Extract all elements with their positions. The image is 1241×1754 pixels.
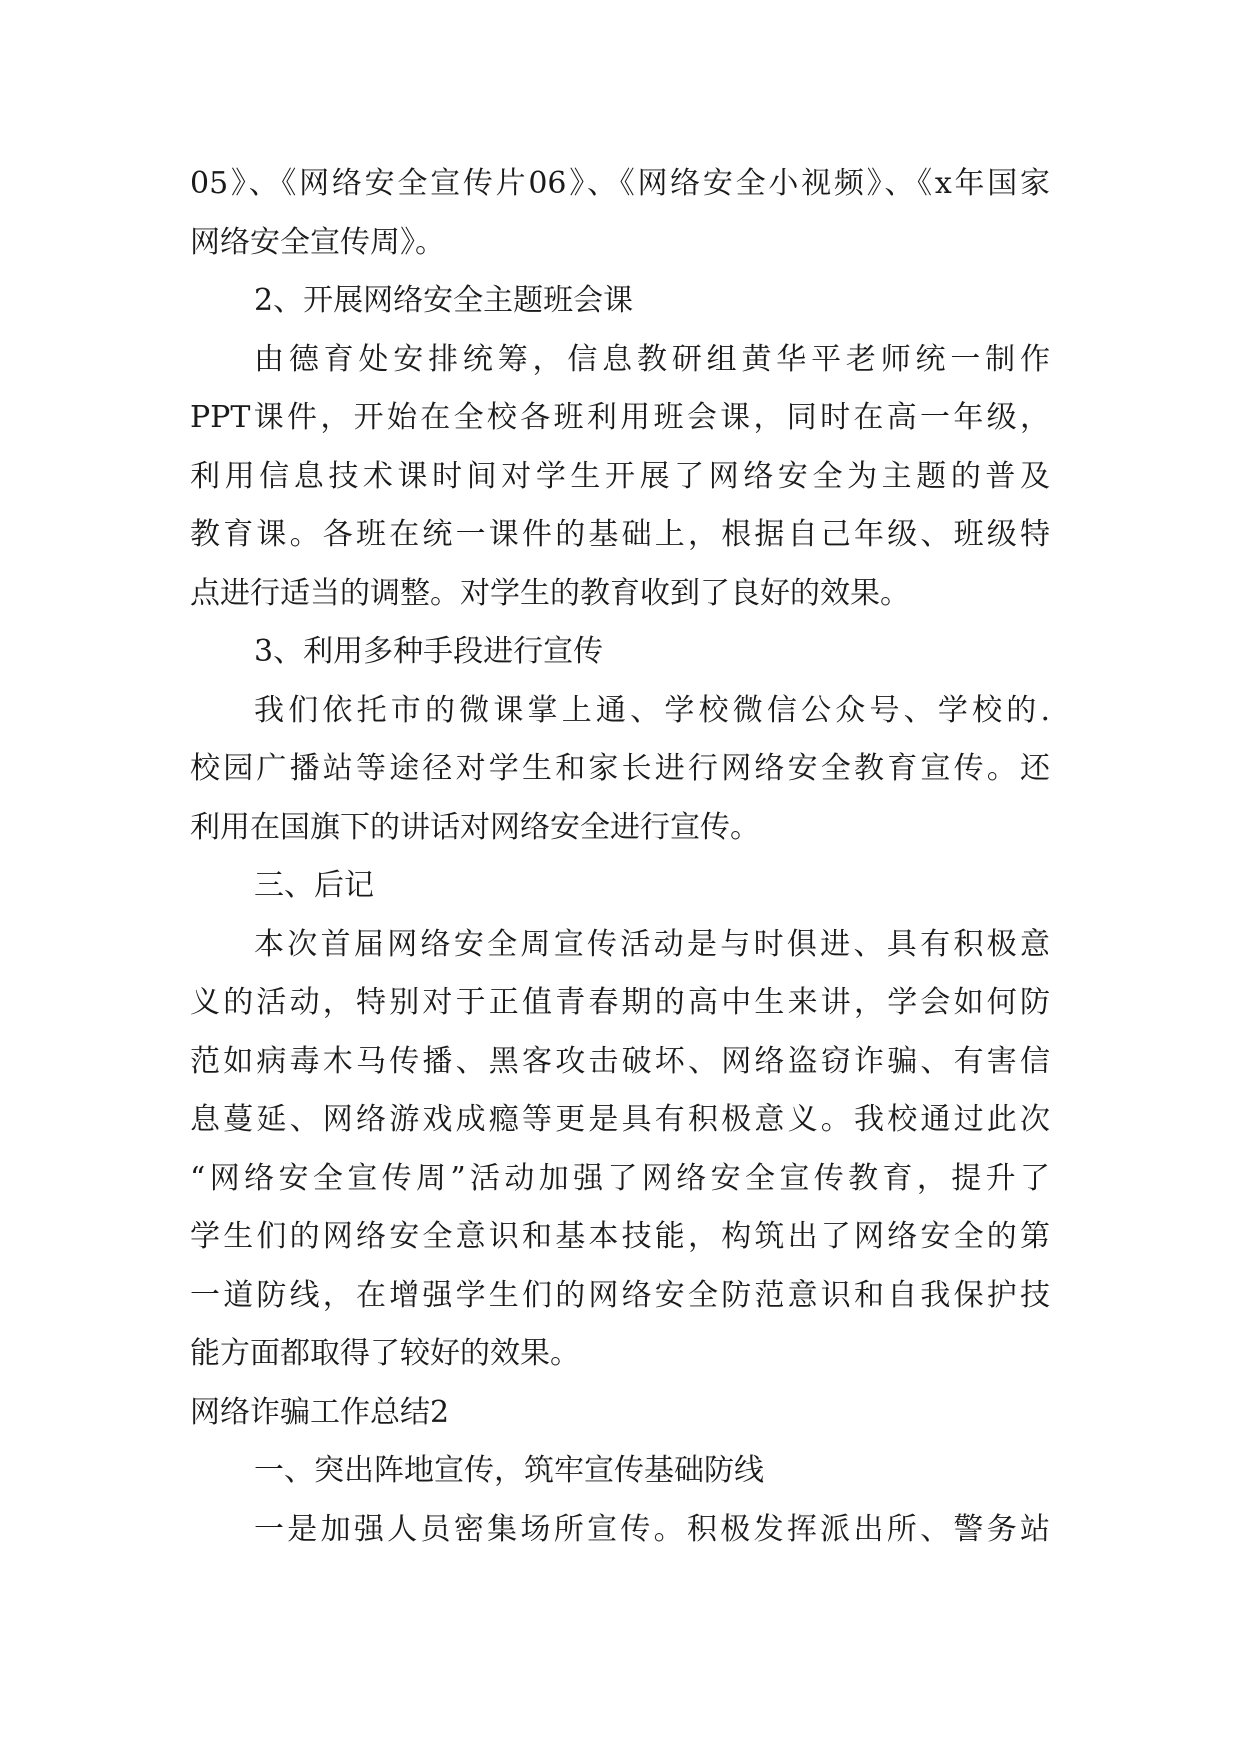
paragraph-first-line: 由德育处安排统筹，信息教研组黄华平老师统一制作: [254, 341, 1050, 377]
text-line: 点进行适当的调整。对学生的教育收到了良好的效果。: [190, 575, 910, 611]
text-line: PPT课件，开始在全校各班利用班会课，同时在高一年级，: [190, 400, 1050, 435]
section-heading: 一、突出阵地宣传，筑牢宣传基础防线: [254, 1453, 764, 1488]
paragraph-first-line: 我们依托市的微课掌上通、学校微信公众号、学校的.: [254, 692, 1050, 728]
text-line: 网络安全宣传周》。: [190, 224, 445, 260]
section-heading: 2、开展网络安全主题班会课: [254, 283, 634, 318]
text-line: 校园广播站等途径对学生和家长进行网络安全教育宣传。还: [190, 751, 1050, 786]
text-line: “网络安全宣传周”活动加强了网络安全宣传教育，提升了: [190, 1160, 1050, 1196]
document-body: [190, 155, 1050, 1559]
section-heading: 3、利用多种手段进行宣传: [254, 634, 604, 669]
text-line: 义的活动，特别对于正值青春期的高中生来讲，学会如何防: [190, 985, 1050, 1020]
text-line: 05》、《网络安全宣传片06》、《网络安全小视频》、《x年国家: [190, 166, 1050, 201]
text-line: 范如病毒木马传播、黑客攻击破坏、网络盗窃诈骗、有害信: [190, 1043, 1050, 1079]
text-line: 一道防线，在增强学生们的网络安全防范意识和自我保护技: [190, 1277, 1050, 1313]
text-line: 能方面都取得了较好的效果。: [190, 1336, 580, 1371]
text-line: 教育课。各班在统一课件的基础上，根据自己年级、班级特: [190, 517, 1050, 552]
text-line: 利用信息技术课时间对学生开展了网络安全为主题的普及: [190, 458, 1050, 494]
text-line: 利用在国旗下的讲话对网络安全进行宣传。: [190, 809, 760, 845]
document-title: 网络诈骗工作总结2: [190, 1394, 450, 1430]
text-line: 学生们的网络安全意识和基本技能，构筑出了网络安全的第: [190, 1219, 1050, 1254]
section-heading: 三、后记: [254, 868, 374, 903]
text-line: 息蔓延、网络游戏成瘾等更是具有积极意义。我校通过此次: [190, 1102, 1050, 1137]
paragraph-first-line: 本次首届网络安全周宣传活动是与时俱进、具有积极意: [254, 926, 1050, 962]
paragraph-first-line: 一是加强人员密集场所宣传。积极发挥派出所、警务站: [254, 1511, 1050, 1547]
